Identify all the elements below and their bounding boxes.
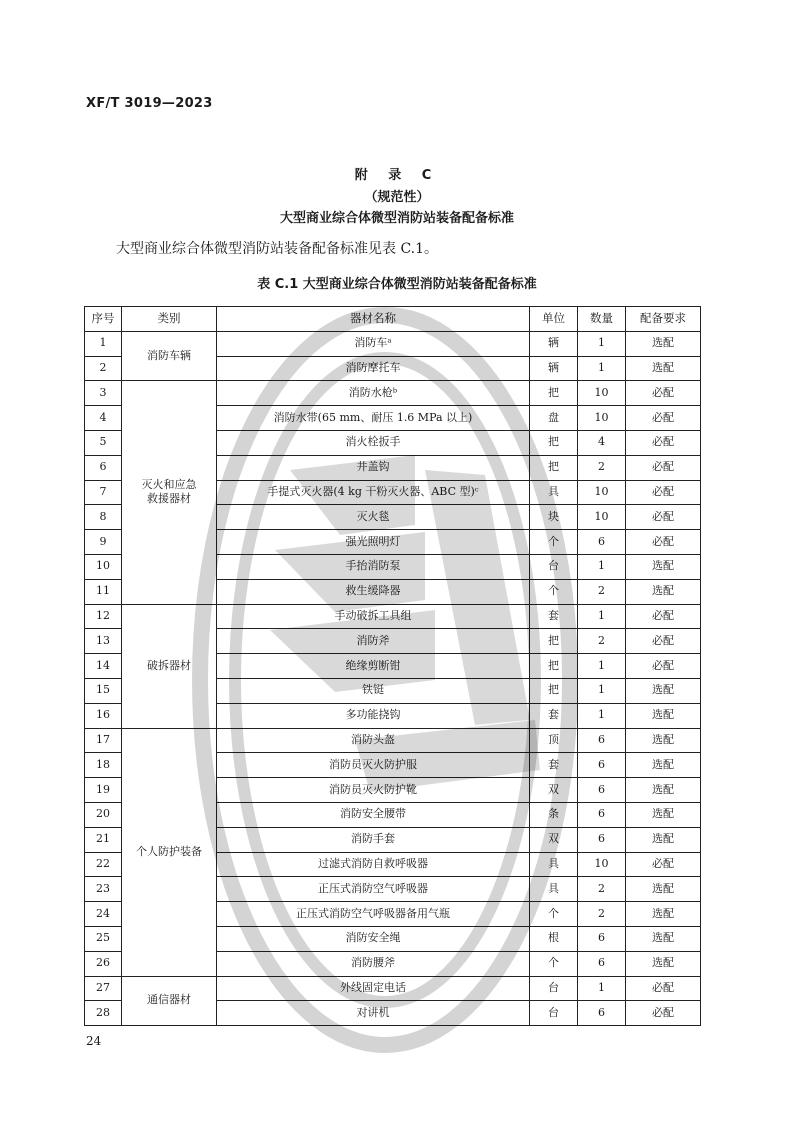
cell-category: 通信器材 [122,976,217,1026]
cell-req: 选配 [626,554,701,579]
cell-unit: 个 [530,951,578,976]
cell-qty: 1 [578,654,626,679]
cell-req: 必配 [626,381,701,406]
cell-req: 必配 [626,629,701,654]
cell-req: 必配 [626,976,701,1001]
cell-no: 17 [85,728,122,753]
cell-no: 6 [85,455,122,480]
cell-req: 选配 [626,951,701,976]
appendix-label: 附 录 C [354,168,440,183]
cell-unit: 块 [530,505,578,530]
cell-no: 13 [85,629,122,654]
cell-no: 7 [85,480,122,505]
cell-req: 选配 [626,703,701,728]
standard-code: XF/T 3019—2023 [86,96,213,111]
cell-qty: 1 [578,331,626,356]
cell-no: 3 [85,381,122,406]
cell-req: 选配 [626,926,701,951]
cell-req: 选配 [626,877,701,902]
cell-req: 选配 [626,753,701,778]
cell-req: 必配 [626,1001,701,1026]
cell-category: 消防车辆 [122,331,217,381]
cell-name: 消防员灭火防护服 [217,753,530,778]
cell-unit: 台 [530,976,578,1001]
cell-req: 选配 [626,778,701,803]
table-title: 表 C.1 大型商业综合体微型消防站装备配备标准 [257,277,537,292]
cell-qty: 6 [578,753,626,778]
cell-qty: 2 [578,902,626,927]
equipment-table [84,306,701,1026]
cell-req: 必配 [626,430,701,455]
table-row [85,604,701,629]
cell-qty: 1 [578,678,626,703]
cell-no: 16 [85,703,122,728]
cell-name: 消防员灭火防护靴 [217,778,530,803]
cell-unit: 把 [530,430,578,455]
cell-name: 消防车ᵃ [217,331,530,356]
cell-no: 24 [85,902,122,927]
cell-qty: 2 [578,455,626,480]
table-row [85,976,701,1001]
cell-no: 19 [85,778,122,803]
cell-req: 选配 [626,902,701,927]
cell-no: 9 [85,530,122,555]
cell-unit: 套 [530,753,578,778]
appendix-type: （规范性） [364,190,430,205]
cell-unit: 条 [530,802,578,827]
cell-qty: 1 [578,703,626,728]
cell-no: 14 [85,654,122,679]
cell-req: 必配 [626,480,701,505]
cell-no: 26 [85,951,122,976]
cell-unit: 把 [530,654,578,679]
cell-no: 12 [85,604,122,629]
cell-no: 27 [85,976,122,1001]
cell-unit: 根 [530,926,578,951]
cell-unit: 盘 [530,406,578,431]
cell-req: 选配 [626,678,701,703]
cell-unit: 把 [530,629,578,654]
cell-name: 消防安全绳 [217,926,530,951]
cell-name: 消防头盔 [217,728,530,753]
cell-category: 破拆器材 [122,604,217,728]
cell-name: 消防手套 [217,827,530,852]
cell-unit: 具 [530,852,578,877]
cell-qty: 1 [578,604,626,629]
cell-name: 消防斧 [217,629,530,654]
cell-unit: 个 [530,530,578,555]
cell-unit: 台 [530,554,578,579]
header-req: 配备要求 [626,307,701,332]
page-number: 24 [86,1034,102,1048]
cell-name: 正压式消防空气呼吸器 [217,877,530,902]
cell-req: 选配 [626,827,701,852]
cell-req: 必配 [626,852,701,877]
cell-name: 对讲机 [217,1001,530,1026]
cell-req: 选配 [626,356,701,381]
cell-qty: 6 [578,530,626,555]
cell-no: 8 [85,505,122,530]
cell-name: 正压式消防空气呼吸器备用气瓶 [217,902,530,927]
cell-qty: 1 [578,554,626,579]
cell-no: 5 [85,430,122,455]
cell-req: 必配 [626,455,701,480]
cell-no: 11 [85,579,122,604]
cell-name: 灭火毯 [217,505,530,530]
cell-unit: 双 [530,827,578,852]
cell-qty: 2 [578,877,626,902]
cell-req: 选配 [626,728,701,753]
cell-no: 21 [85,827,122,852]
table-row [85,381,701,406]
cell-qty: 6 [578,827,626,852]
cell-name: 手动破拆工具组 [217,604,530,629]
cell-no: 1 [85,331,122,356]
cell-req: 必配 [626,530,701,555]
cell-unit: 具 [530,480,578,505]
cell-qty: 10 [578,852,626,877]
table-row [85,728,701,753]
cell-qty: 2 [578,579,626,604]
cell-no: 22 [85,852,122,877]
cell-unit: 套 [530,703,578,728]
cell-req: 必配 [626,505,701,530]
cell-req: 选配 [626,331,701,356]
cell-no: 23 [85,877,122,902]
header-name: 器材名称 [217,307,530,332]
cell-qty: 6 [578,778,626,803]
cell-qty: 10 [578,381,626,406]
cell-name: 消防腰斧 [217,951,530,976]
cell-req: 必配 [626,654,701,679]
cell-unit: 双 [530,778,578,803]
intro-paragraph: 大型商业综合体微型消防站装备配备标准见表 C.1。 [116,241,439,257]
cell-req: 必配 [626,604,701,629]
cell-name: 强光照明灯 [217,530,530,555]
cell-unit: 套 [530,604,578,629]
cell-qty: 10 [578,406,626,431]
cell-unit: 把 [530,455,578,480]
cell-qty: 6 [578,802,626,827]
cell-name: 消火栓扳手 [217,430,530,455]
cell-unit: 个 [530,579,578,604]
header-qty: 数量 [578,307,626,332]
cell-unit: 台 [530,1001,578,1026]
cell-qty: 10 [578,480,626,505]
cell-qty: 1 [578,976,626,1001]
cell-qty: 6 [578,728,626,753]
cell-unit: 辆 [530,331,578,356]
cell-req: 选配 [626,579,701,604]
cell-name: 铁铤 [217,678,530,703]
cell-name: 消防水枪ᵇ [217,381,530,406]
cell-req: 必配 [626,406,701,431]
cell-qty: 4 [578,430,626,455]
cell-no: 2 [85,356,122,381]
cell-no: 18 [85,753,122,778]
cell-name: 多功能挠钩 [217,703,530,728]
cell-name: 手抬消防泵 [217,554,530,579]
cell-name: 救生缓降器 [217,579,530,604]
header-no: 序号 [85,307,122,332]
cell-no: 15 [85,678,122,703]
cell-no: 20 [85,802,122,827]
cell-qty: 6 [578,951,626,976]
cell-category: 灭火和应急 救援器材 [122,381,217,604]
table-header-row [85,307,701,332]
cell-name: 绝缘剪断钳 [217,654,530,679]
cell-name: 手提式灭火器(4 kg 干粉灭火器、ABC 型)ᶜ [217,480,530,505]
cell-no: 28 [85,1001,122,1026]
cell-qty: 1 [578,356,626,381]
header-category: 类别 [122,307,217,332]
cell-name: 消防水带(65 mm、耐压 1.6 MPa 以上) [217,406,530,431]
cell-unit: 把 [530,381,578,406]
cell-category: 个人防护装备 [122,728,217,976]
cell-name: 消防摩托车 [217,356,530,381]
cell-req: 选配 [626,802,701,827]
header-unit: 单位 [530,307,578,332]
cell-no: 25 [85,926,122,951]
cell-name: 消防安全腰带 [217,802,530,827]
cell-name: 井盖钩 [217,455,530,480]
cell-name: 外线固定电话 [217,976,530,1001]
cell-qty: 6 [578,1001,626,1026]
cell-name: 过滤式消防自救呼吸器 [217,852,530,877]
cell-unit: 辆 [530,356,578,381]
cell-qty: 6 [578,926,626,951]
cell-no: 10 [85,554,122,579]
cell-qty: 10 [578,505,626,530]
cell-unit: 顶 [530,728,578,753]
appendix-title: 大型商业综合体微型消防站装备配备标准 [279,211,514,226]
cell-unit: 个 [530,902,578,927]
cell-unit: 具 [530,877,578,902]
cell-unit: 把 [530,678,578,703]
cell-no: 4 [85,406,122,431]
cell-qty: 2 [578,629,626,654]
table-row [85,331,701,356]
